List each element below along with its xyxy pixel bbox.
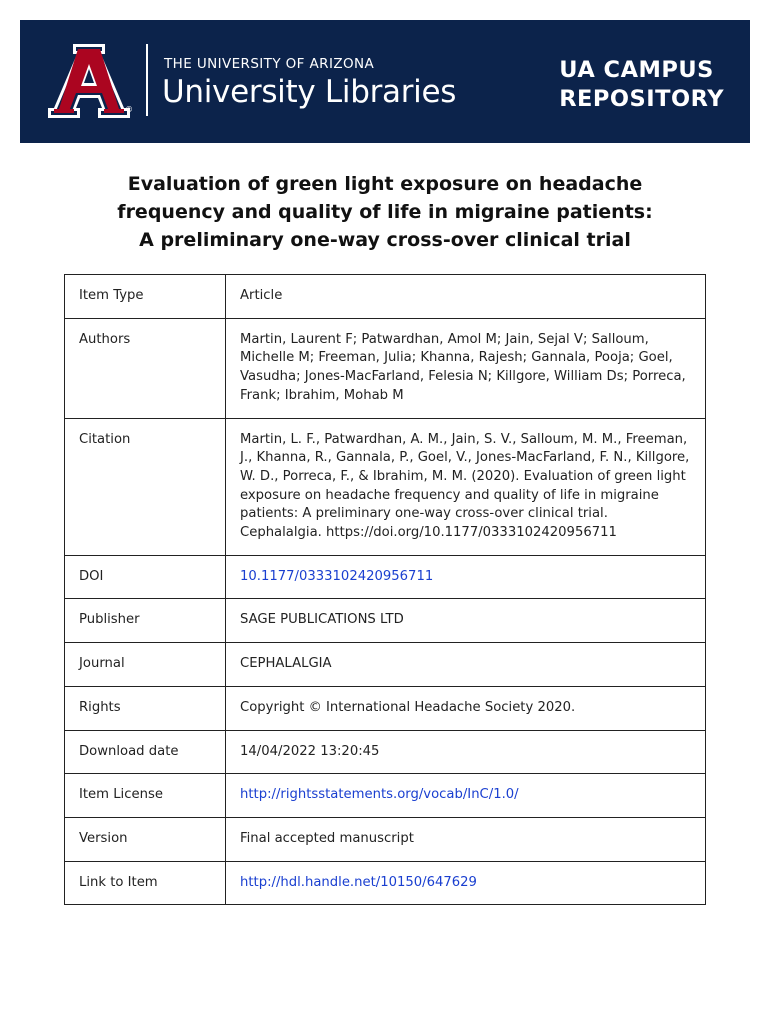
metadata-row [65, 318, 706, 418]
metadata-value: SAGE PUBLICATIONS LTD [226, 599, 706, 643]
metadata-label: Item Type [65, 275, 226, 319]
metadata-value: CEPHALALGIA [226, 643, 706, 687]
university-name: THE UNIVERSITY OF ARIZONA [164, 56, 375, 72]
metadata-table [64, 274, 706, 905]
metadata-row [65, 686, 706, 730]
metadata-label: Item License [65, 774, 226, 818]
metadata-value: Martin, Laurent F; Patwardhan, Amol M; Jain, Sejal V; Salloum, Michelle M; Freeman, Julia; Khanna, Rajesh; Gannala, Pooja; Goel, Vasudha; Jones-MacFarland, Felesia N; Killgore, William Ds; Porreca, Frank; Ibrahim, Mohab M [226, 318, 706, 418]
header-divider [146, 44, 148, 116]
metadata-row [65, 774, 706, 818]
metadata-row [65, 275, 706, 319]
repository-line-2: REPOSITORY [559, 86, 724, 112]
metadata-link[interactable]: http://hdl.handle.net/10150/647629 [226, 861, 706, 905]
arizona-a-logo [46, 44, 132, 118]
metadata-label: Citation [65, 418, 226, 555]
document-title [40, 170, 730, 254]
registered-mark: ® [125, 105, 133, 114]
metadata-value: Copyright © International Headache Society 2020. [226, 686, 706, 730]
metadata-label: Link to Item [65, 861, 226, 905]
metadata-row [65, 599, 706, 643]
metadata-label: Download date [65, 730, 226, 774]
metadata-row [65, 643, 706, 687]
metadata-label: Rights [65, 686, 226, 730]
metadata-value: 14/04/2022 13:20:45 [226, 730, 706, 774]
metadata-row [65, 418, 706, 555]
metadata-label: Authors [65, 318, 226, 418]
metadata-value: Final accepted manuscript [226, 817, 706, 861]
metadata-label: Version [65, 817, 226, 861]
campus-repository-label [559, 56, 724, 114]
title-line-1: Evaluation of green light exposure on headache [127, 173, 643, 195]
header-banner [20, 20, 750, 143]
metadata-label: Journal [65, 643, 226, 687]
metadata-value: Martin, L. F., Patwardhan, A. M., Jain, S. V., Salloum, M. M., Freeman, J., Khanna, R., Gannala, P., Goel, V., Jones-MacFarland, F. N., Killgore, W. D., Porreca, F., & Ibrahim, M. M. (2020). Evaluation of green light exposure on headache frequency and quality of life in migraine patients: A preliminary one-way cross-over clinical trial. Cephalalgia. https://doi.org/10.1177/0333102420956711 [226, 418, 706, 555]
metadata-row [65, 555, 706, 599]
metadata-row [65, 817, 706, 861]
metadata-row [65, 861, 706, 905]
title-line-2: frequency and quality of life in migraine patients: [117, 201, 653, 223]
metadata-label: Publisher [65, 599, 226, 643]
metadata-link[interactable]: http://rightsstatements.org/vocab/InC/1.0/ [226, 774, 706, 818]
title-line-3: A preliminary one-way cross-over clinical trial [139, 229, 631, 251]
metadata-value: Article [226, 275, 706, 319]
repository-line-1: UA CAMPUS [559, 57, 714, 83]
metadata-link[interactable]: 10.1177/0333102420956711 [226, 555, 706, 599]
metadata-row [65, 730, 706, 774]
libraries-name: University Libraries [162, 74, 457, 110]
metadata-label: DOI [65, 555, 226, 599]
